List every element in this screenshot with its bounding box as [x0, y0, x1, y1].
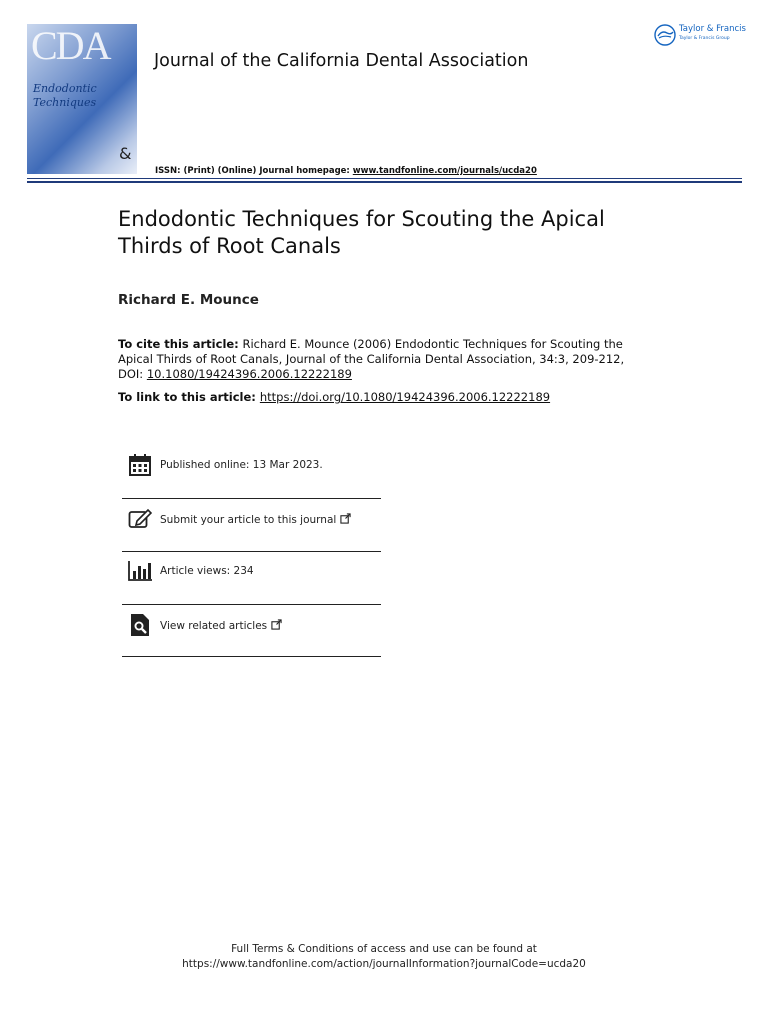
issn-label: ISSN: (Print) (Online) Journal homepage: — [155, 166, 353, 176]
external-link-icon — [340, 513, 351, 524]
journal-cover — [27, 24, 137, 174]
related-articles-link[interactable] — [160, 619, 282, 632]
divider — [122, 656, 381, 657]
header-divider-thick — [27, 181, 742, 183]
journal-title[interactable]: Journal of the California Dental Association — [154, 51, 529, 71]
submit-article-row[interactable] — [122, 507, 381, 560]
related-articles-label: View related articles — [160, 620, 268, 632]
article-doi-url[interactable]: https://doi.org/10.1080/19424396.2006.12222189 — [259, 390, 551, 404]
footer-terms-url[interactable]: https://www.tandfonline.com/action/journalInformation?journalCode=ucda20 — [182, 958, 586, 970]
cover-cda-logo: CDA — [31, 24, 110, 68]
publisher-logo-icon — [654, 24, 676, 46]
divider — [122, 498, 381, 499]
article-title: Endodontic Techniques for Scouting the Apical Thirds of Root Canals — [118, 207, 605, 258]
edit-icon — [128, 507, 152, 531]
cover-script-title: Endodontic Techniques — [33, 82, 97, 109]
citation — [118, 337, 648, 382]
submit-article-label: Submit your article to this journal — [160, 514, 337, 526]
search-document-icon — [128, 613, 152, 637]
divider — [122, 604, 381, 605]
publisher-sub: Taylor & Francis Group — [679, 36, 730, 41]
publisher-name: Taylor & Francis — [679, 24, 746, 34]
external-link-icon — [271, 619, 282, 630]
article-link-label: To link to this article: — [118, 390, 256, 404]
citation-text: Richard E. Mounce (2006) Endodontic Techniques for Scouting the Apical Thirds of Root Canals, Journal of the California Dental Association, 34:3, 209-212, DOI: — [118, 337, 625, 381]
divider — [122, 551, 381, 552]
cover-mark: & — [119, 144, 132, 163]
footer — [0, 942, 768, 972]
published-date: Published online: 13 Mar 2023. — [160, 459, 323, 471]
issn-line — [155, 166, 537, 176]
calendar-icon — [128, 453, 152, 477]
article-link — [118, 390, 678, 404]
journal-homepage-link[interactable]: www.tandfonline.com/journals/ucda20 — [352, 166, 537, 176]
submit-article-link[interactable] — [160, 513, 351, 526]
publisher-logo[interactable] — [654, 22, 749, 48]
article-views: Article views: 234 — [160, 565, 254, 577]
article-author: Richard E. Mounce — [118, 292, 259, 308]
bar-chart-icon — [128, 559, 152, 583]
citation-doi-link[interactable]: 10.1080/19424396.2006.12222189 — [146, 367, 352, 381]
header-divider — [27, 178, 742, 179]
citation-label: To cite this article: — [118, 337, 239, 351]
related-articles-row[interactable] — [122, 613, 381, 666]
footer-terms: Full Terms & Conditions of access and use can be found at — [231, 943, 537, 955]
